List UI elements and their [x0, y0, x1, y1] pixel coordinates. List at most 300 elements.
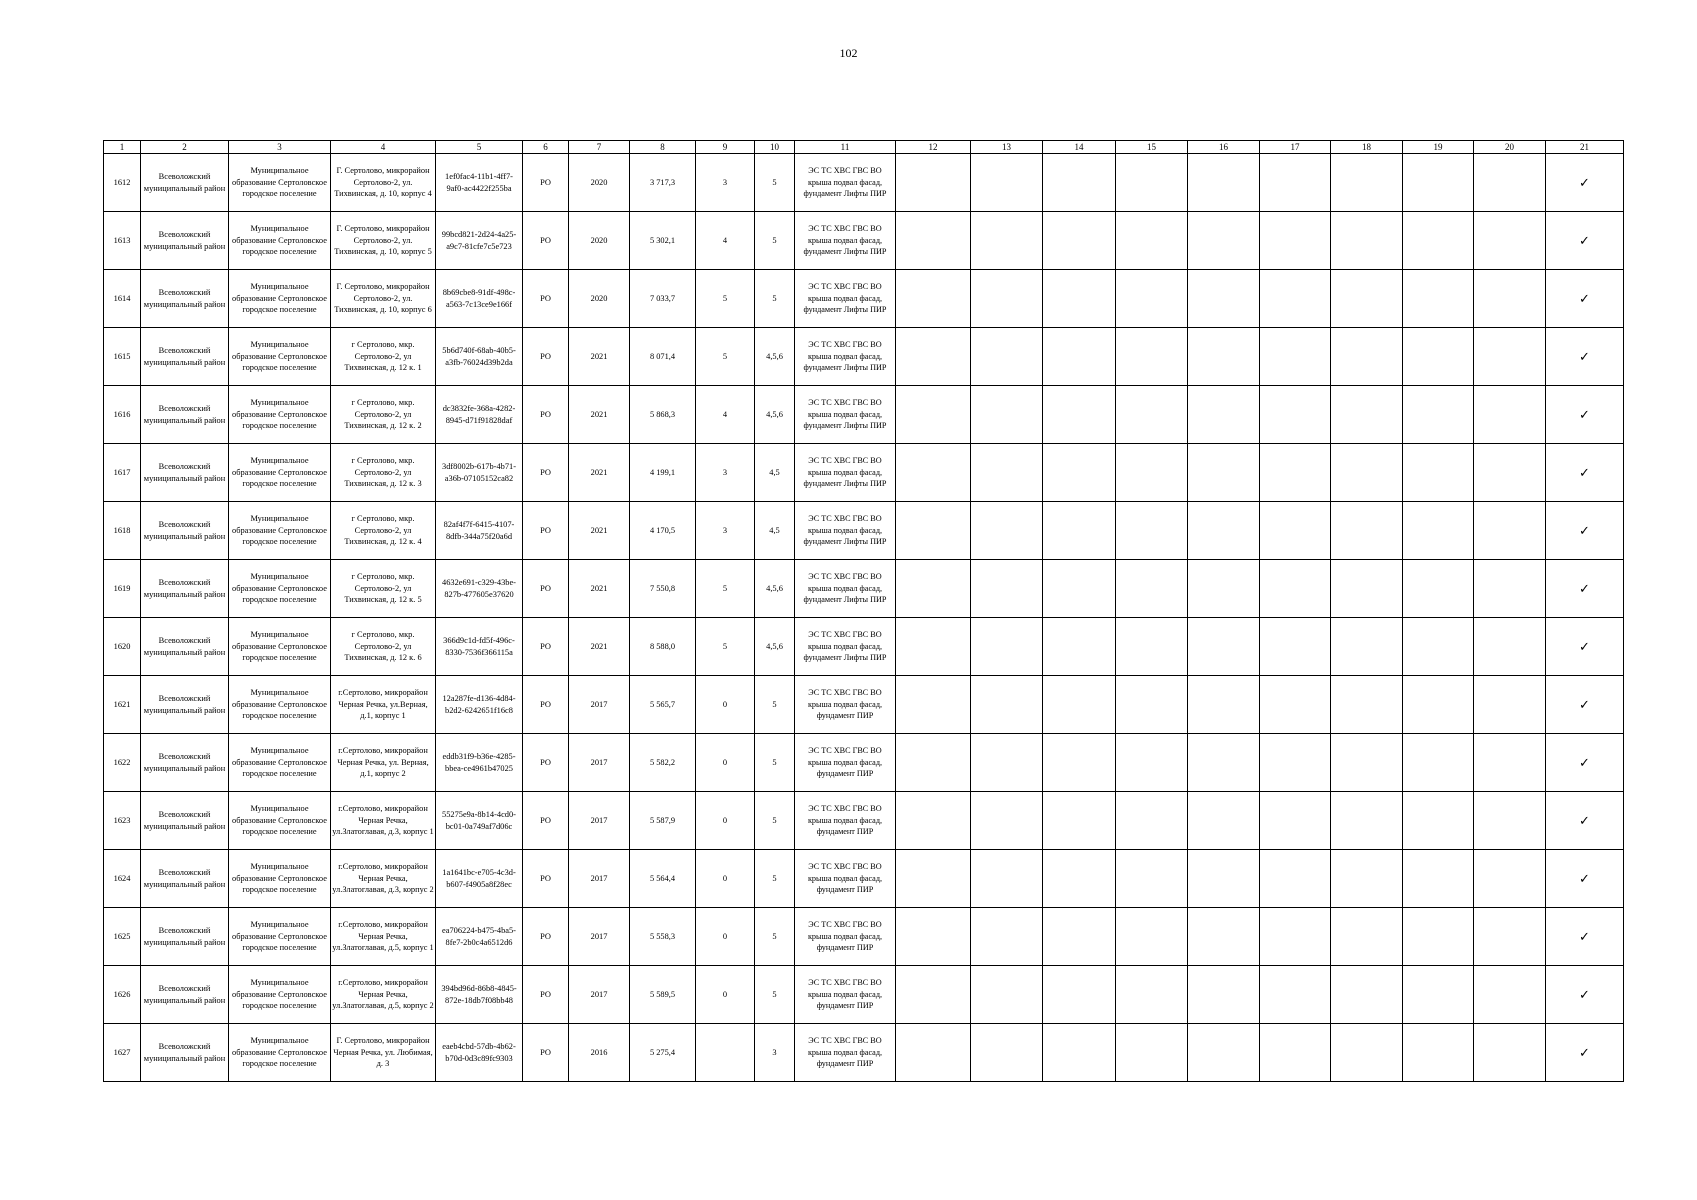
table-row — [104, 270, 1624, 328]
area-cell: 5 565,7 — [630, 676, 696, 734]
empty-cell-col-16 — [1188, 560, 1260, 618]
year-cell: 2017 — [569, 966, 630, 1024]
address-cell: г Сертолово, мкр. Сертолово-2, ул Тихвинская, д. 12 к. 4 — [331, 502, 436, 560]
col10-cell: 4,5,6 — [755, 386, 795, 444]
col9-cell: 0 — [696, 908, 755, 966]
municipality-cell: Муниципальное образование Сертоловское городское поселение — [229, 212, 331, 270]
area-cell: 4 199,1 — [630, 444, 696, 502]
empty-cell-col-15 — [1116, 270, 1188, 328]
register-table — [103, 140, 1624, 1082]
table-row — [104, 792, 1624, 850]
check-mark-icon: ✓ — [1546, 444, 1624, 502]
area-cell: 5 582,2 — [630, 734, 696, 792]
empty-cell-col-20 — [1474, 444, 1546, 502]
district-cell: Всеволожский муниципальный район — [141, 328, 229, 386]
municipality-cell: Муниципальное образование Сертоловское городское поселение — [229, 270, 331, 328]
table-row — [104, 444, 1624, 502]
empty-cell-col-17 — [1260, 1024, 1331, 1082]
empty-cell-col-15 — [1116, 966, 1188, 1024]
empty-cell-col-13 — [971, 502, 1043, 560]
empty-cell-col-14 — [1043, 502, 1116, 560]
col10-cell: 4,5,6 — [755, 618, 795, 676]
empty-cell-col-12 — [896, 560, 971, 618]
column-header-3: 3 — [229, 141, 331, 154]
empty-cell-col-18 — [1331, 560, 1403, 618]
empty-cell-col-19 — [1403, 560, 1474, 618]
table-row — [104, 212, 1624, 270]
works-cell: ЭС ТС ХВС ГВС ВО крыша подвал фасад, фундамент Лифты ПИР — [795, 212, 896, 270]
column-header-9: 9 — [696, 141, 755, 154]
guid-cell: 394bd96d-86b8-4845-872e-18db7f08bb48 — [436, 966, 523, 1024]
empty-cell-col-17 — [1260, 270, 1331, 328]
area-cell: 5 587,9 — [630, 792, 696, 850]
empty-cell-col-17 — [1260, 386, 1331, 444]
row-number: 1623 — [104, 792, 141, 850]
area-cell: 8 588,0 — [630, 618, 696, 676]
col9-cell: 0 — [696, 676, 755, 734]
check-mark-icon: ✓ — [1546, 386, 1624, 444]
row-number: 1619 — [104, 560, 141, 618]
col10-cell: 4,5,6 — [755, 328, 795, 386]
empty-cell-col-16 — [1188, 154, 1260, 212]
works-cell: ЭС ТС ХВС ГВС ВО крыша подвал фасад, фундамент ПИР — [795, 908, 896, 966]
empty-cell-col-18 — [1331, 734, 1403, 792]
empty-cell-col-12 — [896, 966, 971, 1024]
col10-cell: 5 — [755, 676, 795, 734]
empty-cell-col-17 — [1260, 560, 1331, 618]
empty-cell-col-17 — [1260, 850, 1331, 908]
guid-cell: 5b6d740f-68ab-40b5-a3fb-76024d39b2da — [436, 328, 523, 386]
empty-cell-col-15 — [1116, 502, 1188, 560]
district-cell: Всеволожский муниципальный район — [141, 966, 229, 1024]
empty-cell-col-12 — [896, 386, 971, 444]
empty-cell-col-13 — [971, 1024, 1043, 1082]
empty-cell-col-16 — [1188, 502, 1260, 560]
col10-cell: 5 — [755, 270, 795, 328]
year-cell: 2017 — [569, 908, 630, 966]
table-row — [104, 328, 1624, 386]
empty-cell-col-19 — [1403, 444, 1474, 502]
empty-cell-col-12 — [896, 908, 971, 966]
row-number: 1618 — [104, 502, 141, 560]
type-cell: РО — [523, 328, 569, 386]
empty-cell-col-14 — [1043, 850, 1116, 908]
type-cell: РО — [523, 212, 569, 270]
type-cell: РО — [523, 502, 569, 560]
empty-cell-col-18 — [1331, 850, 1403, 908]
works-cell: ЭС ТС ХВС ГВС ВО крыша подвал фасад, фундамент Лифты ПИР — [795, 154, 896, 212]
empty-cell-col-17 — [1260, 444, 1331, 502]
address-cell: г Сертолово, мкр. Сертолово-2, ул Тихвинская, д. 12 к. 1 — [331, 328, 436, 386]
empty-cell-col-20 — [1474, 676, 1546, 734]
works-cell: ЭС ТС ХВС ГВС ВО крыша подвал фасад, фундамент Лифты ПИР — [795, 560, 896, 618]
address-cell: г Сертолово, мкр. Сертолово-2, ул Тихвинская, д. 12 к. 2 — [331, 386, 436, 444]
guid-cell: 55275e9a-8b14-4cd0-bc01-0a749af7d06c — [436, 792, 523, 850]
col9-cell — [696, 1024, 755, 1082]
district-cell: Всеволожский муниципальный район — [141, 734, 229, 792]
empty-cell-col-13 — [971, 792, 1043, 850]
column-header-4: 4 — [331, 141, 436, 154]
col9-cell: 5 — [696, 270, 755, 328]
municipality-cell: Муниципальное образование Сертоловское городское поселение — [229, 908, 331, 966]
empty-cell-col-15 — [1116, 560, 1188, 618]
empty-cell-col-14 — [1043, 560, 1116, 618]
empty-cell-col-20 — [1474, 908, 1546, 966]
works-cell: ЭС ТС ХВС ГВС ВО крыша подвал фасад, фундамент Лифты ПИР — [795, 618, 896, 676]
area-cell: 5 589,5 — [630, 966, 696, 1024]
year-cell: 2020 — [569, 212, 630, 270]
empty-cell-col-18 — [1331, 618, 1403, 676]
municipality-cell: Муниципальное образование Сертоловское городское поселение — [229, 560, 331, 618]
empty-cell-col-17 — [1260, 676, 1331, 734]
address-cell: Г. Сертолово, микрорайон Черная Речка, ул. Любимая, д. 3 — [331, 1024, 436, 1082]
col9-cell: 5 — [696, 618, 755, 676]
check-mark-icon: ✓ — [1546, 676, 1624, 734]
empty-cell-col-20 — [1474, 502, 1546, 560]
district-cell: Всеволожский муниципальный район — [141, 618, 229, 676]
year-cell: 2017 — [569, 676, 630, 734]
guid-cell: 12a287fe-d136-4d84-b2d2-6242651f16c8 — [436, 676, 523, 734]
year-cell: 2021 — [569, 386, 630, 444]
district-cell: Всеволожский муниципальный район — [141, 444, 229, 502]
address-cell: г.Сертолово, микрорайон Черная Речка, ул.Верная, д.1, корпус 1 — [331, 676, 436, 734]
year-cell: 2017 — [569, 734, 630, 792]
row-number: 1624 — [104, 850, 141, 908]
works-cell: ЭС ТС ХВС ГВС ВО крыша подвал фасад, фундамент ПИР — [795, 792, 896, 850]
empty-cell-col-20 — [1474, 792, 1546, 850]
empty-cell-col-19 — [1403, 966, 1474, 1024]
table-row — [104, 966, 1624, 1024]
empty-cell-col-12 — [896, 850, 971, 908]
table-row — [104, 154, 1624, 212]
works-cell: ЭС ТС ХВС ГВС ВО крыша подвал фасад, фундамент ПИР — [795, 850, 896, 908]
column-header-14: 14 — [1043, 141, 1116, 154]
guid-cell: 4632e691-c329-43be-827b-477605e37620 — [436, 560, 523, 618]
empty-cell-col-19 — [1403, 850, 1474, 908]
works-cell: ЭС ТС ХВС ГВС ВО крыша подвал фасад, фундамент Лифты ПИР — [795, 328, 896, 386]
column-header-15: 15 — [1116, 141, 1188, 154]
row-number: 1621 — [104, 676, 141, 734]
municipality-cell: Муниципальное образование Сертоловское городское поселение — [229, 386, 331, 444]
district-cell: Всеволожский муниципальный район — [141, 676, 229, 734]
empty-cell-col-15 — [1116, 386, 1188, 444]
empty-cell-col-20 — [1474, 154, 1546, 212]
empty-cell-col-19 — [1403, 328, 1474, 386]
empty-cell-col-13 — [971, 386, 1043, 444]
empty-cell-col-20 — [1474, 850, 1546, 908]
check-mark-icon: ✓ — [1546, 966, 1624, 1024]
district-cell: Всеволожский муниципальный район — [141, 270, 229, 328]
empty-cell-col-16 — [1188, 212, 1260, 270]
col10-cell: 4,5,6 — [755, 560, 795, 618]
check-mark-icon: ✓ — [1546, 908, 1624, 966]
empty-cell-col-20 — [1474, 1024, 1546, 1082]
col10-cell: 3 — [755, 1024, 795, 1082]
empty-cell-col-16 — [1188, 908, 1260, 966]
empty-cell-col-17 — [1260, 328, 1331, 386]
empty-cell-col-16 — [1188, 386, 1260, 444]
empty-cell-col-16 — [1188, 792, 1260, 850]
empty-cell-col-14 — [1043, 618, 1116, 676]
empty-cell-col-16 — [1188, 328, 1260, 386]
district-cell: Всеволожский муниципальный район — [141, 560, 229, 618]
year-cell: 2021 — [569, 502, 630, 560]
empty-cell-col-18 — [1331, 1024, 1403, 1082]
col9-cell: 3 — [696, 154, 755, 212]
address-cell: г.Сертолово, микрорайон Черная Речка, ул.Златоглавая, д.5, корпус 2 — [331, 966, 436, 1024]
address-cell: г.Сертолово, микрорайон Черная Речка, ул.Златоглавая, д.3, корпус 1 — [331, 792, 436, 850]
empty-cell-col-13 — [971, 908, 1043, 966]
table-row — [104, 850, 1624, 908]
empty-cell-col-19 — [1403, 386, 1474, 444]
column-header-10: 10 — [755, 141, 795, 154]
empty-cell-col-13 — [971, 212, 1043, 270]
empty-cell-col-17 — [1260, 966, 1331, 1024]
empty-cell-col-15 — [1116, 908, 1188, 966]
works-cell: ЭС ТС ХВС ГВС ВО крыша подвал фасад, фундамент ПИР — [795, 1024, 896, 1082]
year-cell: 2021 — [569, 560, 630, 618]
district-cell: Всеволожский муниципальный район — [141, 154, 229, 212]
type-cell: РО — [523, 560, 569, 618]
empty-cell-col-18 — [1331, 328, 1403, 386]
empty-cell-col-18 — [1331, 792, 1403, 850]
empty-cell-col-19 — [1403, 734, 1474, 792]
empty-cell-col-19 — [1403, 908, 1474, 966]
type-cell: РО — [523, 908, 569, 966]
empty-cell-col-14 — [1043, 386, 1116, 444]
check-mark-icon: ✓ — [1546, 618, 1624, 676]
guid-cell: 3df8002b-617b-4b71-a36b-07105152ca82 — [436, 444, 523, 502]
empty-cell-col-17 — [1260, 908, 1331, 966]
check-mark-icon: ✓ — [1546, 792, 1624, 850]
empty-cell-col-18 — [1331, 966, 1403, 1024]
year-cell: 2021 — [569, 444, 630, 502]
col10-cell: 5 — [755, 850, 795, 908]
district-cell: Всеволожский муниципальный район — [141, 908, 229, 966]
area-cell: 8 071,4 — [630, 328, 696, 386]
area-cell: 3 717,3 — [630, 154, 696, 212]
empty-cell-col-18 — [1331, 908, 1403, 966]
check-mark-icon: ✓ — [1546, 270, 1624, 328]
empty-cell-col-18 — [1331, 502, 1403, 560]
check-mark-icon: ✓ — [1546, 212, 1624, 270]
empty-cell-col-19 — [1403, 270, 1474, 328]
empty-cell-col-14 — [1043, 212, 1116, 270]
col10-cell: 5 — [755, 966, 795, 1024]
empty-cell-col-13 — [971, 270, 1043, 328]
table-row — [104, 734, 1624, 792]
col10-cell: 5 — [755, 154, 795, 212]
empty-cell-col-18 — [1331, 444, 1403, 502]
works-cell: ЭС ТС ХВС ГВС ВО крыша подвал фасад, фундамент Лифты ПИР — [795, 270, 896, 328]
empty-cell-col-16 — [1188, 734, 1260, 792]
empty-cell-col-19 — [1403, 212, 1474, 270]
empty-cell-col-15 — [1116, 734, 1188, 792]
works-cell: ЭС ТС ХВС ГВС ВО крыша подвал фасад, фундамент ПИР — [795, 734, 896, 792]
municipality-cell: Муниципальное образование Сертоловское городское поселение — [229, 328, 331, 386]
row-number: 1616 — [104, 386, 141, 444]
address-cell: г.Сертолово, микрорайон Черная Речка, ул. Верная, д.1, корпус 2 — [331, 734, 436, 792]
column-header-13: 13 — [971, 141, 1043, 154]
empty-cell-col-20 — [1474, 270, 1546, 328]
address-cell: г.Сертолово, микрорайон Черная Речка, ул.Златоглавая, д.5, корпус 1 — [331, 908, 436, 966]
table-row — [104, 618, 1624, 676]
works-cell: ЭС ТС ХВС ГВС ВО крыша подвал фасад, фундамент ПИР — [795, 676, 896, 734]
empty-cell-col-13 — [971, 444, 1043, 502]
works-cell: ЭС ТС ХВС ГВС ВО крыша подвал фасад, фундамент Лифты ПИР — [795, 386, 896, 444]
column-header-6: 6 — [523, 141, 569, 154]
guid-cell: 1a1641bc-e705-4c3d-b607-f4905a8f28ec — [436, 850, 523, 908]
column-header-11: 11 — [795, 141, 896, 154]
empty-cell-col-16 — [1188, 676, 1260, 734]
year-cell: 2017 — [569, 850, 630, 908]
address-cell: г Сертолово, мкр. Сертолово-2, ул Тихвинская, д. 12 к. 3 — [331, 444, 436, 502]
address-cell: Г. Сертолово, микрорайон Сертолово-2, ул. Тихвинская, д. 10, корпус 4 — [331, 154, 436, 212]
guid-cell: 99bcd821-2d24-4a25-a9c7-81cfe7c5e723 — [436, 212, 523, 270]
column-header-12: 12 — [896, 141, 971, 154]
works-cell: ЭС ТС ХВС ГВС ВО крыша подвал фасад, фундамент ПИР — [795, 966, 896, 1024]
column-header-19: 19 — [1403, 141, 1474, 154]
table-row — [104, 560, 1624, 618]
empty-cell-col-17 — [1260, 212, 1331, 270]
area-cell: 7 033,7 — [630, 270, 696, 328]
col10-cell: 5 — [755, 908, 795, 966]
guid-cell: ea706224-b475-4ba5-8fe7-2b0c4a6512d6 — [436, 908, 523, 966]
col9-cell: 4 — [696, 386, 755, 444]
empty-cell-col-17 — [1260, 154, 1331, 212]
area-cell: 5 302,1 — [630, 212, 696, 270]
row-number: 1617 — [104, 444, 141, 502]
empty-cell-col-16 — [1188, 270, 1260, 328]
municipality-cell: Муниципальное образование Сертоловское городское поселение — [229, 444, 331, 502]
column-header-18: 18 — [1331, 141, 1403, 154]
empty-cell-col-14 — [1043, 154, 1116, 212]
row-number: 1614 — [104, 270, 141, 328]
municipality-cell: Муниципальное образование Сертоловское городское поселение — [229, 502, 331, 560]
guid-cell: dc3832fe-368a-4282-8945-d71f91828daf — [436, 386, 523, 444]
col9-cell: 3 — [696, 502, 755, 560]
type-cell: РО — [523, 270, 569, 328]
area-cell: 7 550,8 — [630, 560, 696, 618]
area-cell: 5 558,3 — [630, 908, 696, 966]
table-row — [104, 676, 1624, 734]
empty-cell-col-16 — [1188, 850, 1260, 908]
empty-cell-col-12 — [896, 502, 971, 560]
col9-cell: 0 — [696, 734, 755, 792]
table-row — [104, 502, 1624, 560]
empty-cell-col-15 — [1116, 444, 1188, 502]
year-cell: 2021 — [569, 328, 630, 386]
empty-cell-col-19 — [1403, 676, 1474, 734]
empty-cell-col-15 — [1116, 212, 1188, 270]
col10-cell: 5 — [755, 212, 795, 270]
table-row — [104, 908, 1624, 966]
district-cell: Всеволожский муниципальный район — [141, 386, 229, 444]
empty-cell-col-13 — [971, 154, 1043, 212]
empty-cell-col-15 — [1116, 328, 1188, 386]
column-header-1: 1 — [104, 141, 141, 154]
table-body — [104, 154, 1624, 1082]
empty-cell-col-12 — [896, 1024, 971, 1082]
table-header-row — [104, 141, 1624, 154]
row-number: 1626 — [104, 966, 141, 1024]
type-cell: РО — [523, 618, 569, 676]
empty-cell-col-15 — [1116, 1024, 1188, 1082]
address-cell: Г. Сертолово, микрорайон Сертолово-2, ул. Тихвинская, д. 10, корпус 5 — [331, 212, 436, 270]
empty-cell-col-14 — [1043, 966, 1116, 1024]
check-mark-icon: ✓ — [1546, 502, 1624, 560]
column-header-5: 5 — [436, 141, 523, 154]
empty-cell-col-16 — [1188, 1024, 1260, 1082]
empty-cell-col-20 — [1474, 618, 1546, 676]
empty-cell-col-17 — [1260, 734, 1331, 792]
empty-cell-col-12 — [896, 676, 971, 734]
district-cell: Всеволожский муниципальный район — [141, 792, 229, 850]
empty-cell-col-13 — [971, 328, 1043, 386]
empty-cell-col-20 — [1474, 966, 1546, 1024]
column-header-20: 20 — [1474, 141, 1546, 154]
address-cell: г Сертолово, мкр. Сертолово-2, ул Тихвинская, д. 12 к. 5 — [331, 560, 436, 618]
row-number: 1627 — [104, 1024, 141, 1082]
empty-cell-col-14 — [1043, 270, 1116, 328]
municipality-cell: Муниципальное образование Сертоловское городское поселение — [229, 966, 331, 1024]
empty-cell-col-12 — [896, 792, 971, 850]
col9-cell: 0 — [696, 792, 755, 850]
check-mark-icon: ✓ — [1546, 734, 1624, 792]
empty-cell-col-20 — [1474, 212, 1546, 270]
empty-cell-col-12 — [896, 328, 971, 386]
district-cell: Всеволожский муниципальный район — [141, 212, 229, 270]
col10-cell: 4,5 — [755, 502, 795, 560]
empty-cell-col-12 — [896, 618, 971, 676]
guid-cell: eaeb4cbd-57db-4b62-b70d-0d3c89fc9303 — [436, 1024, 523, 1082]
col9-cell: 0 — [696, 966, 755, 1024]
type-cell: РО — [523, 734, 569, 792]
district-cell: Всеволожский муниципальный район — [141, 1024, 229, 1082]
district-cell: Всеволожский муниципальный район — [141, 502, 229, 560]
empty-cell-col-15 — [1116, 676, 1188, 734]
column-header-8: 8 — [630, 141, 696, 154]
address-cell: г.Сертолово, микрорайон Черная Речка, ул.Златоглавая, д.3, корпус 2 — [331, 850, 436, 908]
col9-cell: 5 — [696, 560, 755, 618]
municipality-cell: Муниципальное образование Сертоловское городское поселение — [229, 734, 331, 792]
municipality-cell: Муниципальное образование Сертоловское городское поселение — [229, 850, 331, 908]
col10-cell: 5 — [755, 792, 795, 850]
column-header-21: 21 — [1546, 141, 1624, 154]
year-cell: 2021 — [569, 618, 630, 676]
address-cell: Г. Сертолово, микрорайон Сертолово-2, ул. Тихвинская, д. 10, корпус 6 — [331, 270, 436, 328]
type-cell: РО — [523, 850, 569, 908]
page-number: 102 — [839, 46, 858, 60]
empty-cell-col-20 — [1474, 560, 1546, 618]
row-number: 1620 — [104, 618, 141, 676]
table-row — [104, 386, 1624, 444]
empty-cell-col-15 — [1116, 154, 1188, 212]
col9-cell: 4 — [696, 212, 755, 270]
empty-cell-col-14 — [1043, 444, 1116, 502]
empty-cell-col-13 — [971, 676, 1043, 734]
col9-cell: 5 — [696, 328, 755, 386]
row-number: 1625 — [104, 908, 141, 966]
empty-cell-col-12 — [896, 270, 971, 328]
municipality-cell: Муниципальное образование Сертоловское городское поселение — [229, 792, 331, 850]
municipality-cell: Муниципальное образование Сертоловское городское поселение — [229, 676, 331, 734]
empty-cell-col-20 — [1474, 328, 1546, 386]
empty-cell-col-13 — [971, 560, 1043, 618]
empty-cell-col-18 — [1331, 212, 1403, 270]
empty-cell-col-19 — [1403, 618, 1474, 676]
empty-cell-col-15 — [1116, 618, 1188, 676]
